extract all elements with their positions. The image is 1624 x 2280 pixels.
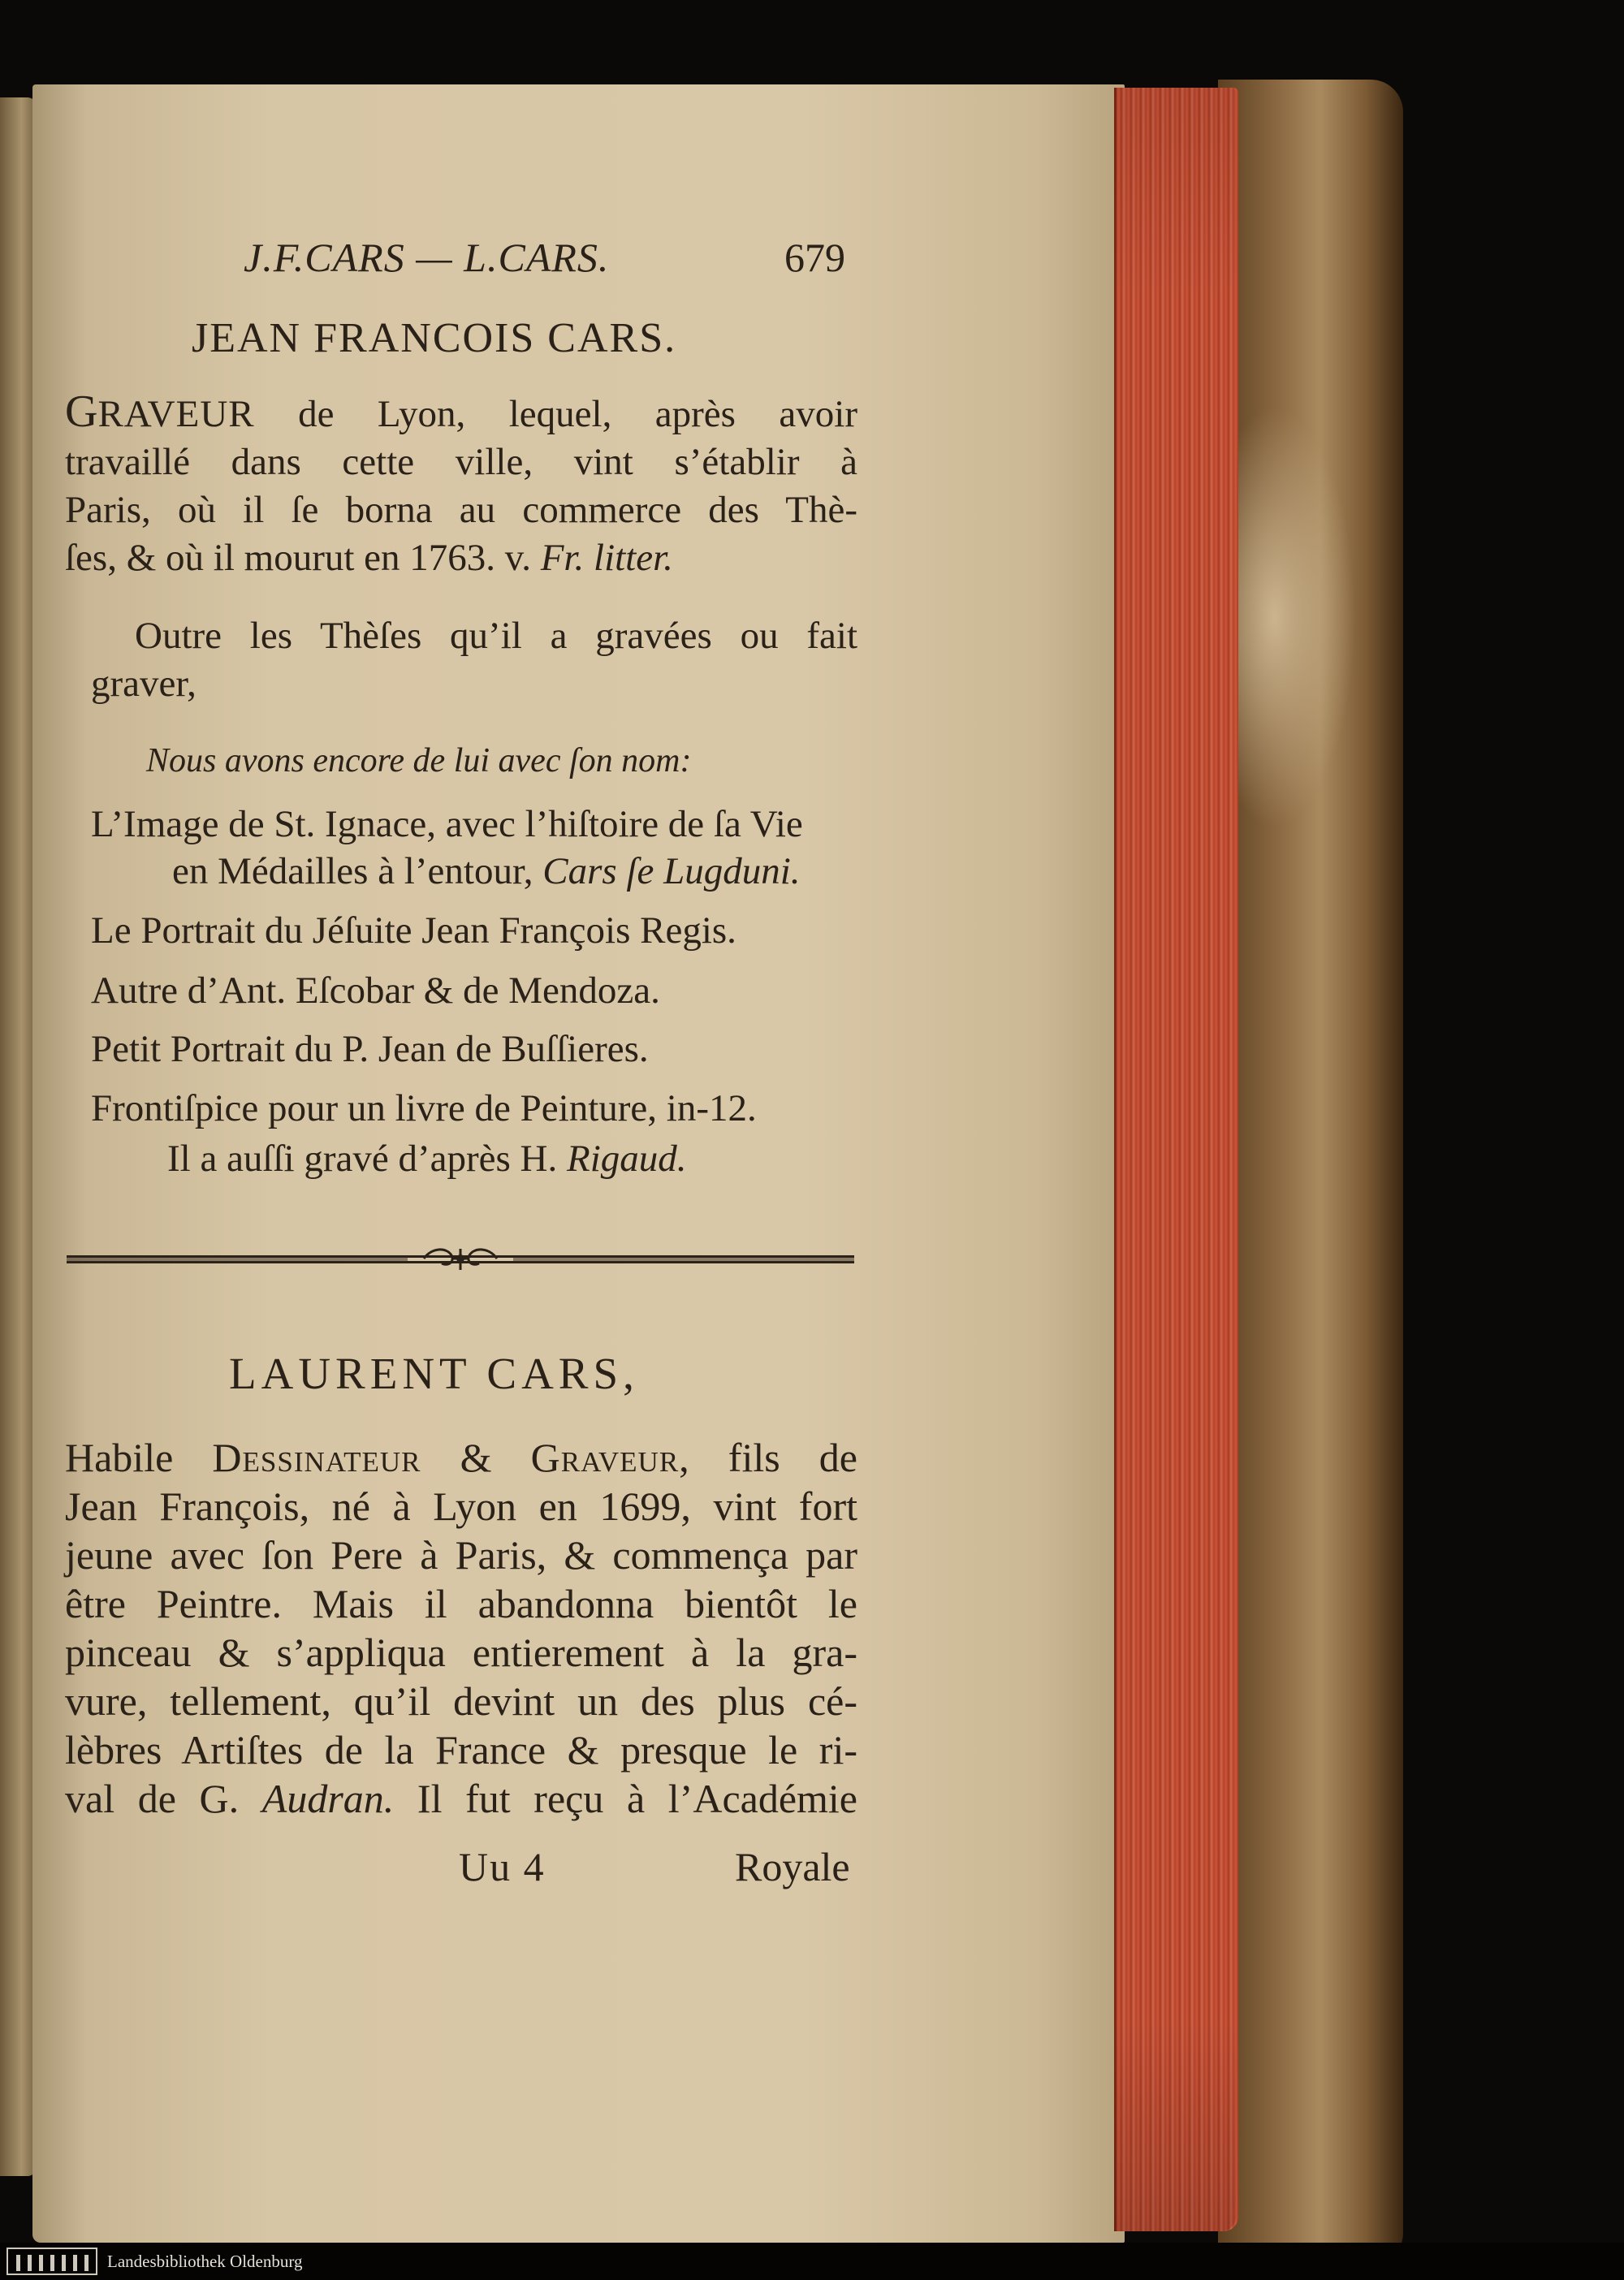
bio-line: val de G. Audran. Il fut reçu à l’Académie — [65, 1776, 857, 1821]
ornamental-divider — [67, 1242, 854, 1275]
biography-jean-francois — [65, 388, 857, 582]
biography-laurent-cars — [65, 1433, 857, 1823]
also-engraved-line: Il a auſſi gravé d’après H. Rigaud. — [167, 1138, 687, 1180]
bio-line: Habile Dessinateur & Graveur, fils de — [65, 1435, 857, 1480]
bio-line: jeune avec ſon Pere à Paris, & commença par — [65, 1532, 857, 1578]
catchword: Royale — [735, 1844, 850, 1889]
running-head: J.F.CARS — L.CARS. — [244, 235, 610, 280]
page-number: 679 — [784, 235, 845, 280]
facing-page-edge — [0, 97, 36, 2176]
bio-line: Jean François, né à Lyon en 1699, vint fort — [65, 1483, 857, 1529]
bio-line: travaillé dans cette ville, vint s’établir à — [65, 441, 857, 483]
entry-title-jean-francois-cars: JEAN FRANCOIS CARS. — [192, 315, 677, 361]
library-building-icon — [6, 2248, 97, 2275]
library-footer-bar — [0, 2243, 1624, 2280]
work-item: Autre d’Ant. Eſcobar & de Mendoza. — [91, 969, 660, 1012]
bio-line: GRAVEUR de Lyon, lequel, après avoir — [65, 386, 857, 437]
outre-line: Outre les Thèſes qu’il a gravées ou fait — [135, 615, 857, 657]
bio-line: être Peintre. Mais il abandonna bientôt le — [65, 1581, 857, 1626]
work-item: Petit Portrait du P. Jean de Buſſieres. — [91, 1028, 649, 1070]
bio-line: lèbres Artiſtes de la France & presque le ri- — [65, 1727, 857, 1773]
outre-line: graver, — [91, 663, 197, 705]
works-intro: Nous avons encore de lui avec ſon nom: — [146, 742, 692, 779]
bio-line: vure, tellement, qu’il devint un des plus cé- — [65, 1678, 857, 1724]
work-item-continuation: en Médailles à l’entour, Cars ſe Lugduni. — [172, 850, 801, 892]
page-edge-shadow — [1114, 88, 1236, 2231]
library-name: Landesbibliothek Oldenburg — [107, 2252, 303, 2271]
bio-line: pinceau & s’appliqua entierement à la gra- — [65, 1630, 857, 1675]
bio-line: Paris, où il ſe borna au commerce des Thè- — [65, 489, 857, 531]
work-item: Frontiſpice pour un livre de Peinture, in-12. — [91, 1087, 757, 1129]
work-item: L’Image de St. Ignace, avec l’hiſtoire de ſa Vie — [91, 803, 803, 845]
signature-mark: Uu 4 — [459, 1844, 546, 1889]
entry-title-laurent-cars: LAURENT CARS, — [229, 1349, 639, 1398]
bio-line: ſes, & où il mourut en 1763. v. Fr. litter. — [65, 537, 673, 579]
work-item: Le Portrait du Jéſuite Jean François Regis. — [91, 909, 736, 952]
outre-paragraph — [65, 612, 857, 708]
